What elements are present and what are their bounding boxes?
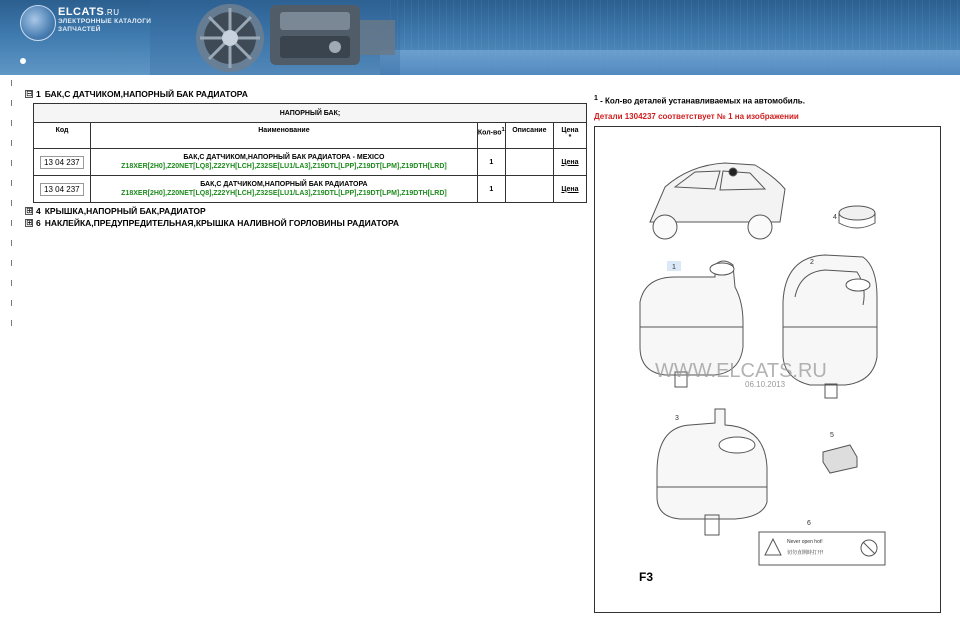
header-band: [380, 50, 960, 75]
site-header: [0, 0, 960, 75]
sticker-text: Never open hot!: [787, 539, 823, 545]
sticker-text-cn: 切勿直開時打开!: [787, 550, 824, 556]
logo-globe-icon[interactable]: [20, 5, 56, 41]
table-row: [34, 176, 587, 203]
section-number: 1: [36, 89, 41, 99]
part-name: БАК,С ДАТЧИКОМ,НАПОРНЫЙ БАК РАДИАТОРА - MEXICO: [183, 154, 385, 161]
section-6-header[interactable]: [25, 218, 399, 228]
match-note: Детали 1304237 соответствует № 1 на изображении: [594, 112, 799, 121]
brand-subtitle-line2: ЗАПЧАСТЕЙ: [58, 26, 101, 33]
col-header-name: Наименование: [91, 123, 478, 149]
brand-subtitle-line1: ЭЛЕКТРОННЫЕ КАТАЛОГИ: [58, 18, 152, 25]
collapse-icon[interactable]: ⊟: [26, 89, 33, 98]
col-header-desc: Описание: [505, 123, 553, 149]
section-number: 6: [36, 218, 41, 228]
qty-footnote: $^1$ - Кол-во деталей устанавливаемых на автомобиль.: [594, 95, 805, 106]
section-1-header[interactable]: [25, 89, 248, 99]
part-code[interactable]: 13 04 237: [40, 156, 84, 169]
brand-logo-text[interactable]: ELCATS.RU: [58, 6, 120, 18]
watermark-text: WWW.ELCATS.RU: [655, 360, 827, 382]
expand-icon[interactable]: ⊞: [26, 218, 33, 227]
engine-compat: Z18XER[2H0],Z20NET[LQ8],Z22YH[LCH],Z32SE[LU1/LA3],Z19DTL[LPP],Z19DT[LPM],Z19DTH[LRD]: [121, 190, 447, 197]
callout-1[interactable]: 1: [672, 264, 676, 271]
col-header-code: Код: [34, 123, 91, 149]
engine-compat: Z18XER[2H0],Z20NET[LQ8],Z22YH[LCH],Z32SE[LU1/LA3],Z19DTL[LPP],Z19DT[LPM],Z19DTH[LRD]: [121, 163, 447, 170]
figure-id: F3: [639, 570, 654, 584]
col-header-qty: Кол-$во^1$: [477, 123, 505, 149]
callout-6[interactable]: 6: [807, 520, 811, 527]
table-caption: НАПОРНЫЙ БАК;: [34, 104, 587, 123]
price-link[interactable]: Цена: [561, 185, 579, 193]
diagram-drawing: [595, 127, 940, 612]
callout-2[interactable]: 2: [810, 259, 814, 266]
table-header-row: [34, 123, 587, 149]
part-desc: [505, 176, 553, 203]
price-link[interactable]: Цена: [561, 158, 579, 166]
expand-icon[interactable]: ⊞: [26, 206, 33, 215]
left-border: [11, 80, 12, 330]
part-desc: [505, 149, 553, 176]
col-header-price: Цена *: [553, 123, 586, 149]
part-name: БАК,С ДАТЧИКОМ,НАПОРНЫЙ БАК РАДИАТОРА: [200, 181, 368, 188]
section-4-header[interactable]: [25, 206, 206, 216]
watermark-date: 06.10.2013: [745, 380, 786, 389]
parts-table: [33, 103, 587, 203]
part-qty: 1: [477, 176, 505, 203]
section-title: НАКЛЕЙКА,ПРЕДУПРЕДИТЕЛЬНАЯ,КРЫШКА НАЛИВНОЙ ГОРЛОВИНЫ РАДИАТОРА: [44, 218, 400, 228]
section-number: 4: [36, 206, 41, 216]
section-title: БАК,С ДАТЧИКОМ,НАПОРНЫЙ БАК РАДИАТОРА: [44, 89, 248, 99]
bullet-icon: [20, 58, 26, 64]
part-qty: 1: [477, 149, 505, 176]
part-code[interactable]: 13 04 237: [40, 183, 84, 196]
callout-5[interactable]: 5: [830, 432, 834, 439]
table-row: [34, 149, 587, 176]
engine-banner-image: [150, 0, 400, 75]
section-title: КРЫШКА,НАПОРНЫЙ БАК,РАДИАТОР: [44, 206, 206, 216]
callout-3[interactable]: 3: [675, 415, 679, 422]
callout-4[interactable]: 4: [833, 214, 837, 221]
parts-diagram[interactable]: [594, 126, 941, 613]
